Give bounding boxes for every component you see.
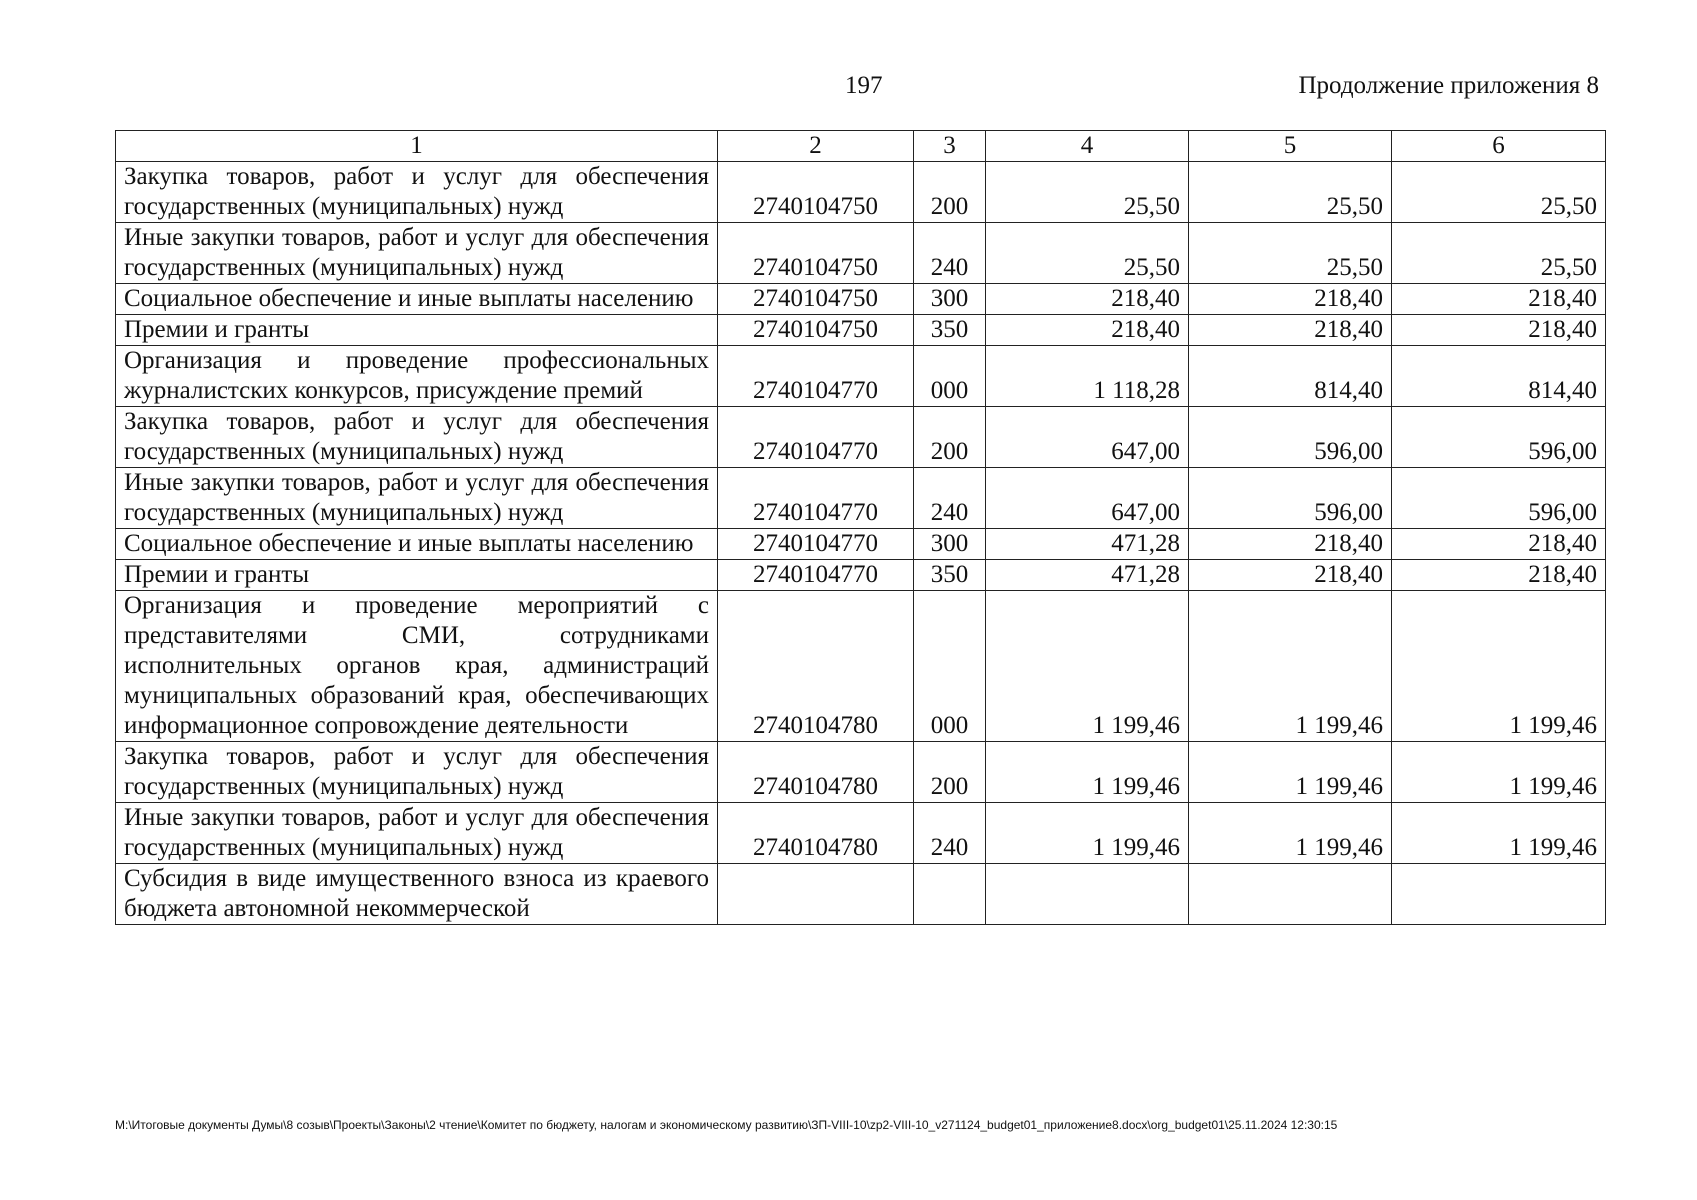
row-value-col6: 1 199,46 <box>1392 803 1606 864</box>
table-row-continued <box>116 864 1606 925</box>
page-number: 197 <box>845 72 883 99</box>
row-code: 2740104770 <box>718 407 914 468</box>
row-type: 240 <box>914 468 986 529</box>
row-type: 240 <box>914 803 986 864</box>
row-value-col6: 596,00 <box>1392 468 1606 529</box>
row-type: 350 <box>914 315 986 346</box>
row-code: 2740104750 <box>718 284 914 315</box>
row-code: 2740104780 <box>718 591 914 742</box>
table-row <box>116 803 1606 864</box>
row-value-col5: 1 199,46 <box>1189 591 1392 742</box>
table-row <box>116 162 1606 223</box>
row-value-col4: 1 199,46 <box>986 591 1189 742</box>
row-value-col4: 218,40 <box>986 284 1189 315</box>
row-name: Премии и гранты <box>116 315 718 346</box>
row-type <box>914 864 986 925</box>
row-type: 000 <box>914 591 986 742</box>
table-row <box>116 529 1606 560</box>
row-value-col5: 218,40 <box>1189 560 1392 591</box>
row-value-col5: 218,40 <box>1189 315 1392 346</box>
row-value-col6: 814,40 <box>1392 346 1606 407</box>
row-value-col4: 1 118,28 <box>986 346 1189 407</box>
row-value-col4: 1 199,46 <box>986 803 1189 864</box>
row-name: Премии и гранты <box>116 560 718 591</box>
row-type: 300 <box>914 284 986 315</box>
row-code: 2740104780 <box>718 803 914 864</box>
row-value-col6: 218,40 <box>1392 560 1606 591</box>
budget-table <box>115 130 1606 925</box>
row-value-col5: 25,50 <box>1189 223 1392 284</box>
row-value <box>1392 864 1606 925</box>
row-value <box>986 864 1189 925</box>
row-code: 2740104750 <box>718 315 914 346</box>
row-type: 200 <box>914 742 986 803</box>
row-code <box>718 864 914 925</box>
row-value-col6: 1 199,46 <box>1392 591 1606 742</box>
table-row <box>116 346 1606 407</box>
row-value-col4: 218,40 <box>986 315 1189 346</box>
row-value-col5: 596,00 <box>1189 407 1392 468</box>
table-row <box>116 284 1606 315</box>
row-type: 300 <box>914 529 986 560</box>
row-type: 350 <box>914 560 986 591</box>
row-value-col4: 25,50 <box>986 162 1189 223</box>
row-name: Иные закупки товаров, работ и услуг для обеспечения государственных (муниципальных) нужд <box>116 803 718 864</box>
row-value-col4: 25,50 <box>986 223 1189 284</box>
row-value-col6: 218,40 <box>1392 529 1606 560</box>
row-type: 200 <box>914 407 986 468</box>
row-value-col5: 1 199,46 <box>1189 803 1392 864</box>
row-code: 2740104770 <box>718 529 914 560</box>
row-code: 2740104770 <box>718 560 914 591</box>
column-header: 4 <box>986 131 1189 162</box>
row-value <box>1189 864 1392 925</box>
row-code: 2740104770 <box>718 346 914 407</box>
row-type: 000 <box>914 346 986 407</box>
row-value-col4: 1 199,46 <box>986 742 1189 803</box>
row-value-col4: 647,00 <box>986 407 1189 468</box>
row-type: 240 <box>914 223 986 284</box>
row-name: Социальное обеспечение и иные выплаты населению <box>116 284 718 315</box>
row-value-col6: 218,40 <box>1392 284 1606 315</box>
row-code: 2740104750 <box>718 223 914 284</box>
row-name: Социальное обеспечение и иные выплаты населению <box>116 529 718 560</box>
row-code: 2740104780 <box>718 742 914 803</box>
column-header: 1 <box>116 131 718 162</box>
table-row <box>116 560 1606 591</box>
row-name: Организация и проведение профессиональных журналистских конкурсов, присуждение премий <box>116 346 718 407</box>
row-name: Закупка товаров, работ и услуг для обеспечения государственных (муниципальных) нужд <box>116 742 718 803</box>
table-row <box>116 742 1606 803</box>
row-value-col5: 218,40 <box>1189 529 1392 560</box>
row-value-col5: 814,40 <box>1189 346 1392 407</box>
row-code: 2740104750 <box>718 162 914 223</box>
column-header: 2 <box>718 131 914 162</box>
column-header: 5 <box>1189 131 1392 162</box>
row-value-col5: 596,00 <box>1189 468 1392 529</box>
column-header: 6 <box>1392 131 1606 162</box>
row-value-col4: 647,00 <box>986 468 1189 529</box>
row-name: Закупка товаров, работ и услуг для обеспечения государственных (муниципальных) нужд <box>116 407 718 468</box>
row-name: Иные закупки товаров, работ и услуг для обеспечения государственных (муниципальных) нужд <box>116 223 718 284</box>
row-type: 200 <box>914 162 986 223</box>
row-name: Субсидия в виде имущественного взноса из краевого бюджета автономной некоммерческой <box>116 864 718 925</box>
column-header: 3 <box>914 131 986 162</box>
row-value-col4: 471,28 <box>986 560 1189 591</box>
row-value-col5: 1 199,46 <box>1189 742 1392 803</box>
row-value-col5: 25,50 <box>1189 162 1392 223</box>
row-value-col6: 1 199,46 <box>1392 742 1606 803</box>
table-row <box>116 591 1606 742</box>
table-row <box>116 407 1606 468</box>
row-value-col4: 471,28 <box>986 529 1189 560</box>
row-value-col6: 25,50 <box>1392 223 1606 284</box>
table-row <box>116 315 1606 346</box>
row-value-col6: 218,40 <box>1392 315 1606 346</box>
row-value-col6: 25,50 <box>1392 162 1606 223</box>
row-value-col5: 218,40 <box>1189 284 1392 315</box>
table-row <box>116 468 1606 529</box>
document-file-path: M:\Итоговые документы Думы\8 созыв\Проекты\Законы\2 чтение\Комитет по бюджету, налогам и экономическому развитию\ЗП-VIII-10\zp2-VIII-10_v271124_budget01_приложение8.docx\org_budget01\25.11.2024 12:30:15 <box>115 1118 1338 1132</box>
appendix-continuation-note: Продолжение приложения 8 <box>1298 72 1599 99</box>
row-value-col6: 596,00 <box>1392 407 1606 468</box>
table-row <box>116 223 1606 284</box>
row-code: 2740104770 <box>718 468 914 529</box>
row-name: Иные закупки товаров, работ и услуг для обеспечения государственных (муниципальных) нужд <box>116 468 718 529</box>
row-name: Закупка товаров, работ и услуг для обеспечения государственных (муниципальных) нужд <box>116 162 718 223</box>
row-name: Организация и проведение мероприятий с представителями СМИ, сотрудниками исполнительных органов края, администраций муниципальных образований края, обеспечивающих информационное сопровождение деятельности <box>116 591 718 742</box>
column-number-row <box>116 131 1606 162</box>
